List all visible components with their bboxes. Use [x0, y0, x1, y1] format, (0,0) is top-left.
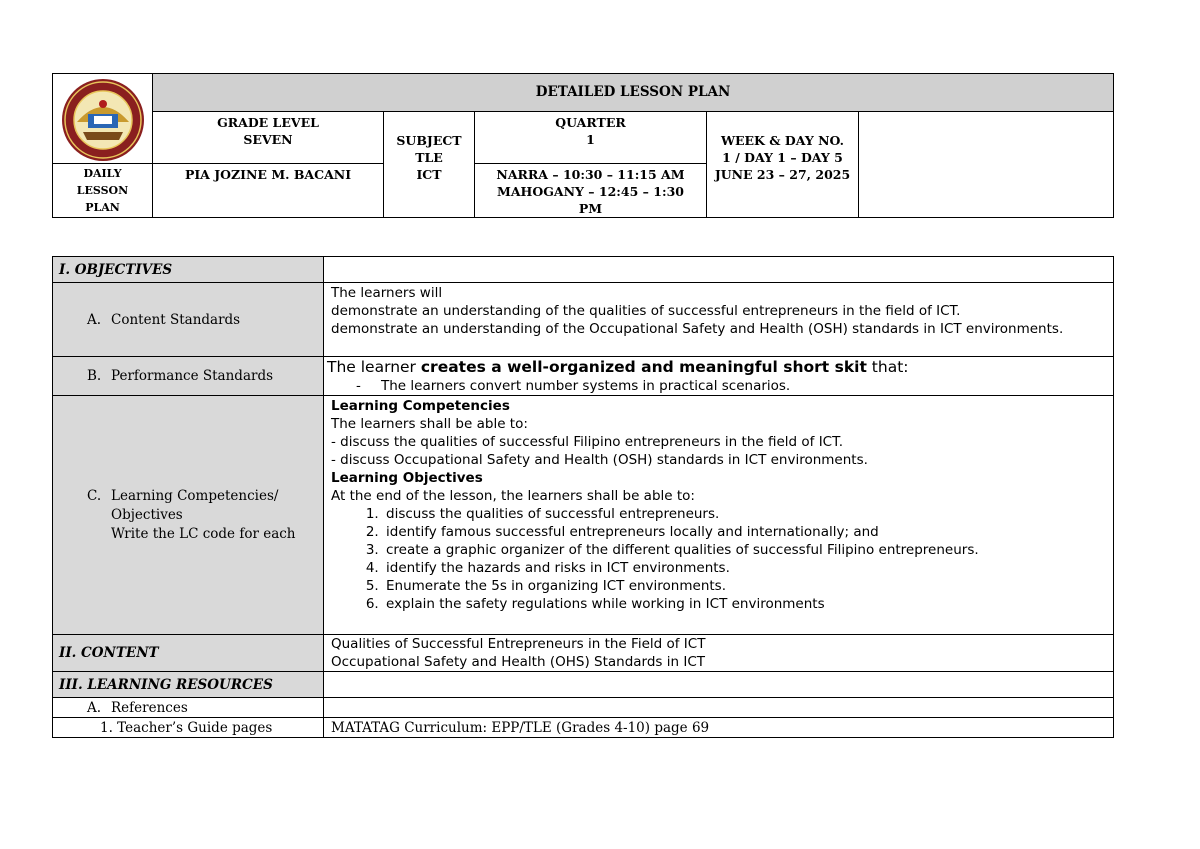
content-standards-label: A. Content Standards [87, 311, 241, 328]
teachers-guide-label: 1. Teacher’s Guide pages [100, 719, 273, 736]
lo-item: 3. create a graphic organizer of the different qualities of successful Filipino entrepreneurs. [383, 541, 1107, 559]
lesson-dates: JUNE 23 – 27, 2025 [714, 167, 851, 182]
lesson-plan-body-table [52, 256, 1114, 738]
subject-value-2: ICT [416, 167, 442, 182]
subject-label: SUBJECT [396, 133, 462, 148]
quarter-value: 1 [586, 132, 595, 147]
content-standards-line-1: The learners will [331, 285, 443, 301]
objectives-heading: I. OBJECTIVES [59, 261, 173, 278]
document-title: DETAILED LESSON PLAN [153, 74, 1114, 112]
performance-standards-label: B. Performance Standards [87, 368, 274, 384]
schedule-line-1: NARRA – 10:30 – 11:15 AM [496, 167, 685, 182]
lc-item-1: - discuss the qualities of successful Filipino entrepreneurs in the field of ICT. [331, 434, 844, 450]
schedule-line-2: MAHOGANY – 12:45 – 1:30 [497, 184, 684, 199]
school-seal-icon [61, 78, 145, 162]
lo-item: 4. identify the hazards and risks in ICT environments. [383, 559, 1107, 577]
lesson-plan-header-table [52, 73, 1114, 218]
grade-level-value: SEVEN [243, 132, 293, 147]
grade-level-label: GRADE LEVEL [217, 115, 319, 130]
lesson-label: LESSON [76, 184, 129, 197]
lc-item-2: - discuss Occupational Safety and Health (OSH) standards in ICT environments. [331, 452, 868, 468]
subject-value: TLE [415, 150, 443, 165]
empty-header-cell [859, 112, 1114, 218]
lo-item: 5. Enumerate the 5s in organizing ICT environments. [383, 577, 1107, 595]
content-line-1: Qualities of Successful Entrepreneurs in the Field of ICT [331, 636, 706, 652]
lo-item: 1. discuss the qualities of successful entrepreneurs. [383, 505, 1107, 523]
content-heading: II. CONTENT [59, 645, 159, 661]
daily-label: DAILY [83, 167, 122, 180]
lo-heading: Learning Objectives [331, 470, 483, 486]
teachers-guide-value: MATATAG Curriculum: EPP/TLE (Grades 4-10) page 69 [324, 718, 1114, 738]
content-standards-line-2: demonstrate an understanding of the qualities of successful entrepreneurs in the field of ICT. [331, 303, 961, 319]
references-label: A. References [87, 699, 188, 716]
performance-standard-statement: The learner creates a well-organized and meaningful short skit that: [327, 358, 909, 376]
lo-item: 2. identify famous successful entrepreneurs locally and internationally; and [383, 523, 1107, 541]
plan-label: PLAN [85, 201, 120, 214]
week-day-value: 1 / DAY 1 – DAY 5 [722, 150, 843, 165]
schedule-line-3: PM [578, 201, 603, 216]
content-line-2: Occupational Safety and Health (OHS) Standards in ICT [331, 654, 705, 670]
lc-heading: Learning Competencies [331, 398, 510, 414]
learning-resources-heading: III. LEARNING RESOURCES [59, 676, 273, 693]
performance-standard-bullet: - The learners convert number systems in practical scenarios. [356, 378, 791, 394]
teacher-name: PIA JOZINE M. BACANI [184, 167, 352, 182]
content-standards-line-3: demonstrate an understanding of the Occupational Safety and Health (OSH) standards in ICT environments. [331, 321, 1064, 337]
learning-competencies-label: C. Learning Competencies/ Objectives Write the LC code for each [87, 487, 296, 542]
learning-objectives-list [331, 505, 1107, 613]
school-logo-cell [53, 74, 153, 164]
week-day-label: WEEK & DAY NO. [720, 133, 845, 148]
quarter-label: QUARTER [555, 115, 626, 130]
lo-item: 6. explain the safety regulations while working in ICT environments [383, 595, 1107, 613]
lo-intro: At the end of the lesson, the learners shall be able to: [331, 488, 695, 504]
lc-intro: The learners shall be able to: [331, 416, 528, 432]
